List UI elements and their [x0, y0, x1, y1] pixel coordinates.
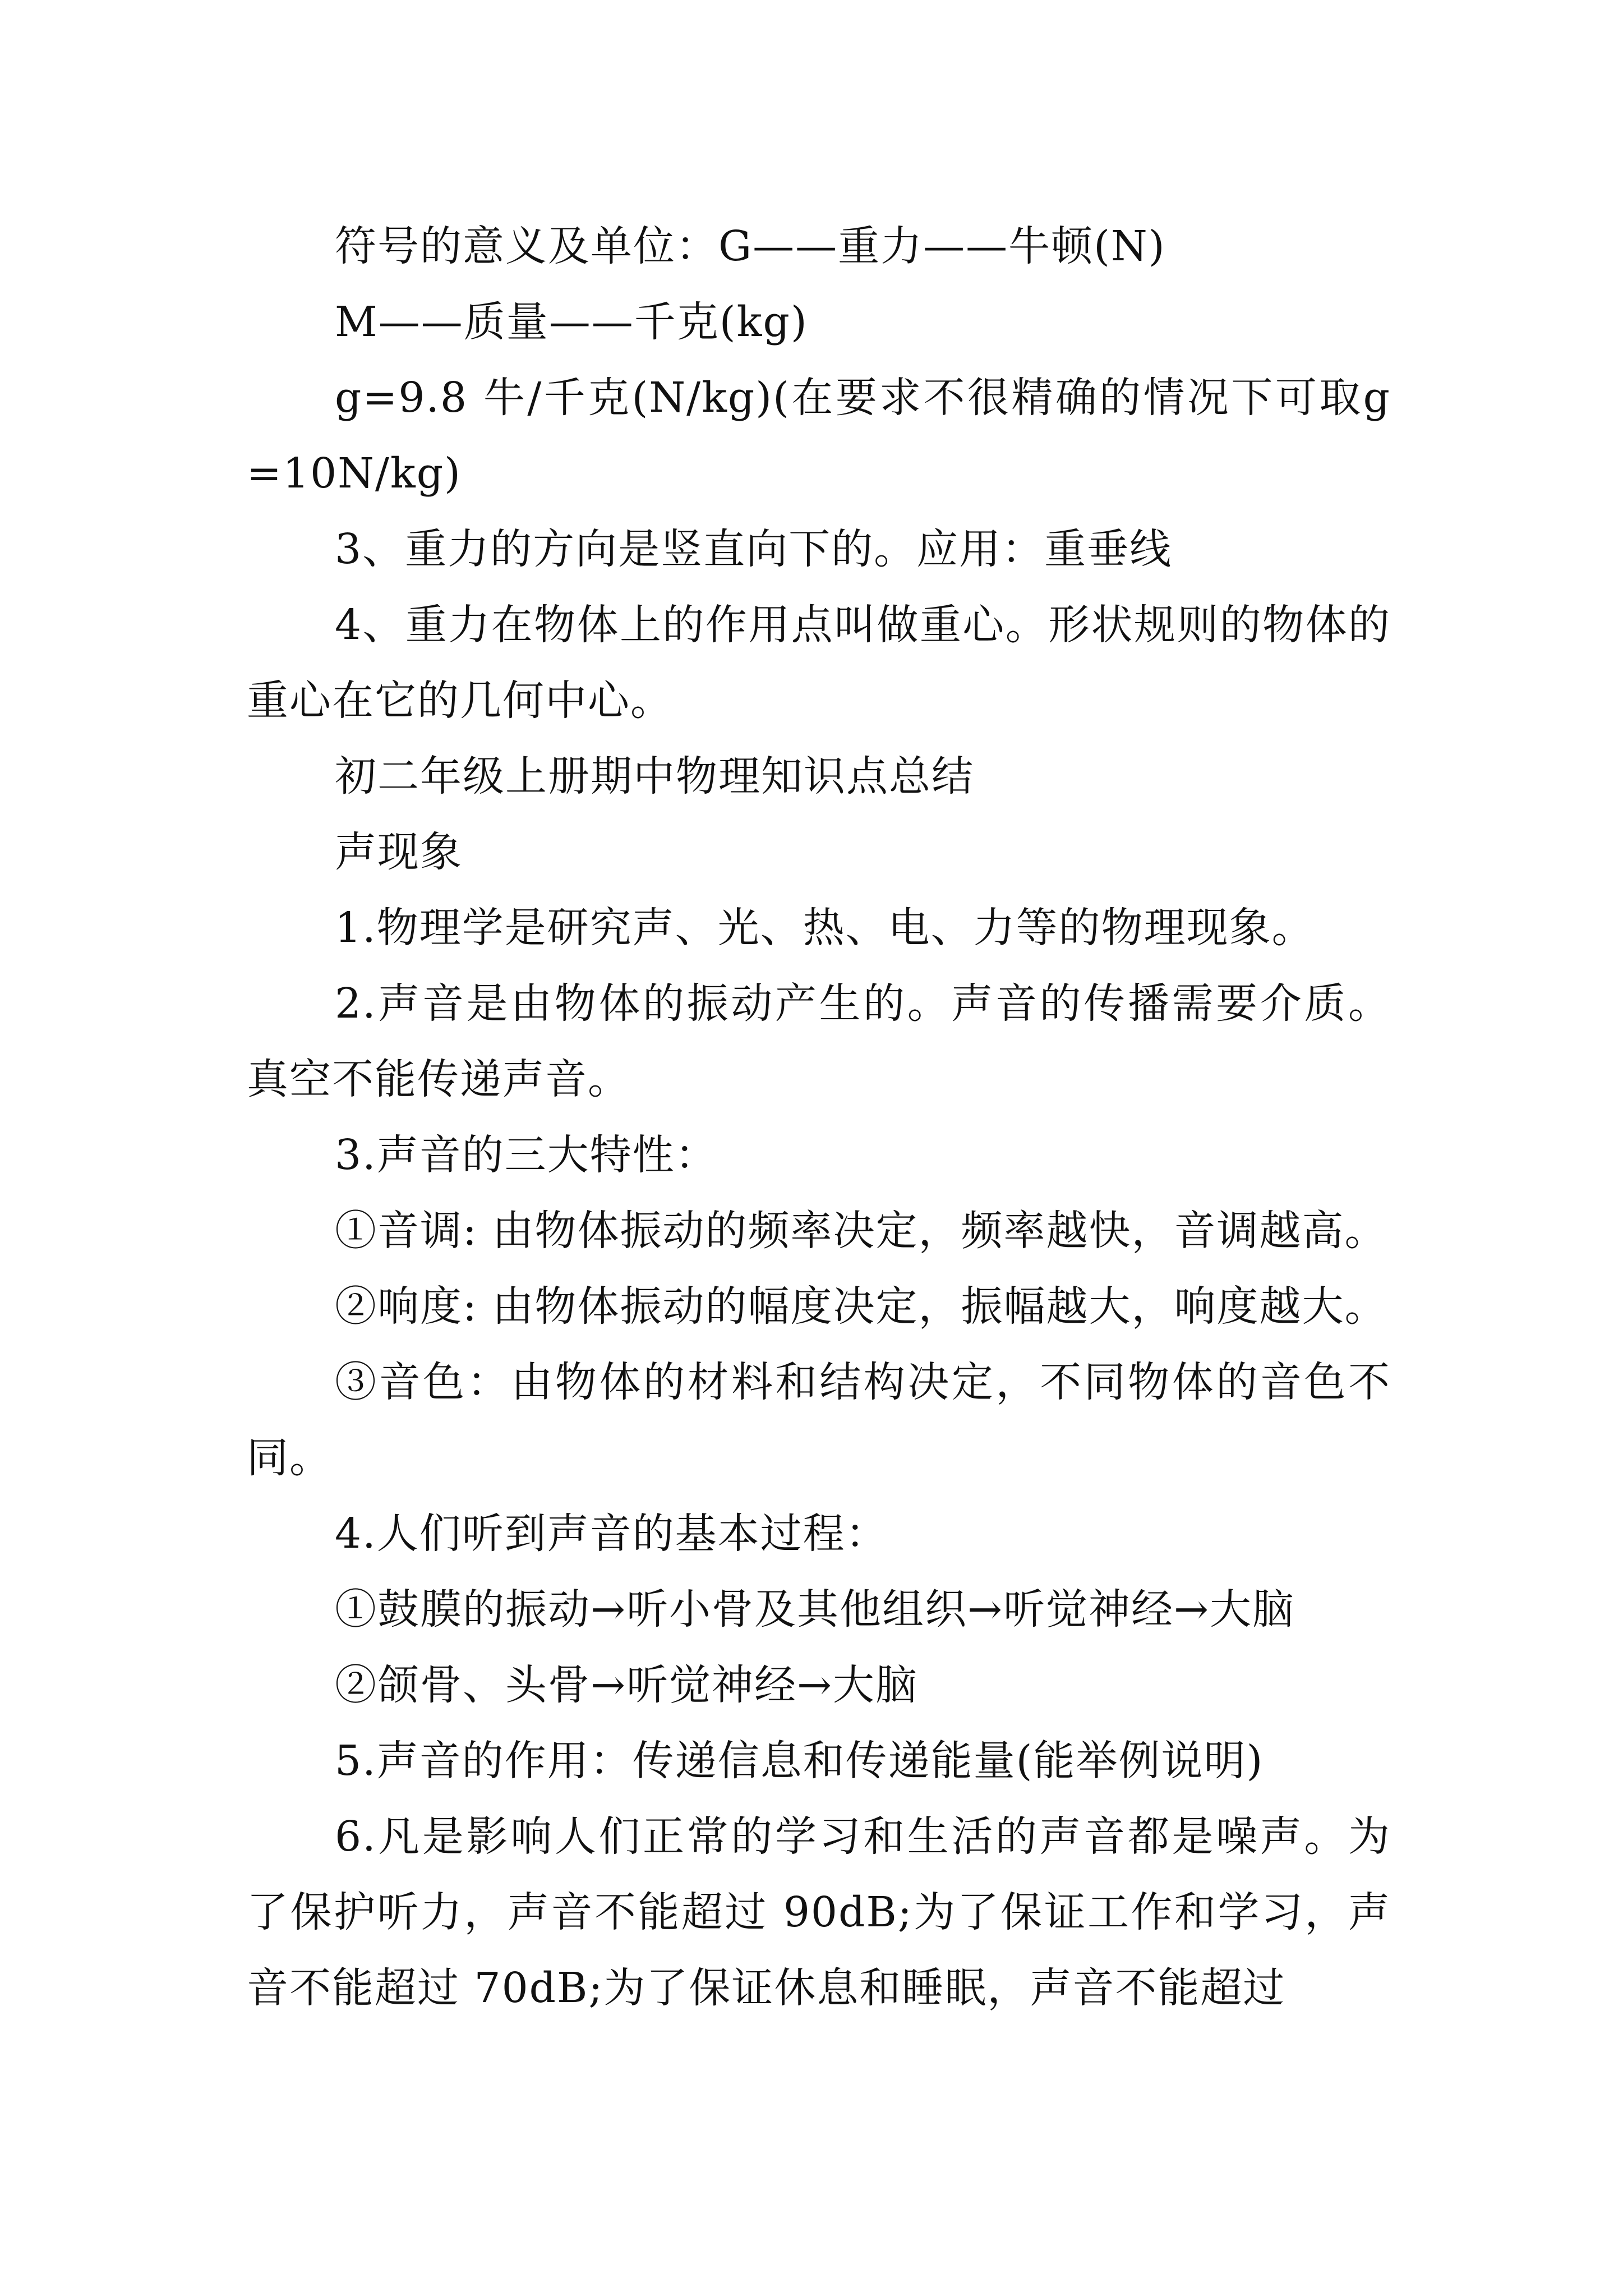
paragraph-mass-unit: M——质量——千克(kg) — [335, 298, 808, 346]
paragraph-item-4: 4.人们听到声音的基本过程： — [335, 1510, 888, 1558]
subsection-title-sound: 声现象 — [335, 828, 463, 876]
paragraph-item-6: 6.凡是影响人们正常的学习和生活的声音都是噪声。为了保护听力，声音不能超过 90dB;为了保证工作和学习，声音不能超过 70dB;为了保证休息和睡眠，声音不能超过 — [247, 1812, 1391, 2012]
document-body — [247, 209, 1391, 2026]
paragraph-gravity-direction: 3、重力的方向是竖直向下的。应用：重垂线 — [335, 525, 1173, 573]
paragraph-center-of-gravity: 4、重力在物体上的作用点叫做重心。形状规则的物体的重心在它的几何中心。 — [247, 601, 1391, 725]
paragraph-timbre: ③音色：由物体的材料和结构决定，不同物体的音色不同。 — [247, 1358, 1391, 1482]
paragraph-item-5: 5.声音的作用：传递信息和传递能量(能举例说明) — [335, 1737, 1264, 1785]
paragraph-item-3: 3.声音的三大特性： — [335, 1131, 718, 1179]
paragraph-item-2: 2.声音是由物体的振动产生的。声音的传播需要介质。真空不能传递声音。 — [247, 979, 1391, 1103]
paragraph-item-1: 1.物理学是研究声、光、热、电、力等的物理现象。 — [335, 904, 1315, 952]
paragraph-pitch: ①音调: 由物体振动的频率决定，频率越快，音调越高。 — [335, 1207, 1387, 1255]
paragraph-symbol-meaning: 符号的意义及单位：G——重力——牛顿(N) — [335, 222, 1166, 270]
section-title: 初二年级上册期中物理知识点总结 — [335, 752, 974, 800]
paragraph-hearing-path-2: ②颌骨、头骨→听觉神经→大脑 — [335, 1661, 919, 1709]
paragraph-hearing-path-1: ①鼓膜的振动→听小骨及其他组织→听觉神经→大脑 — [335, 1585, 1295, 1634]
paragraph-loudness: ②响度: 由物体振动的幅度决定，振幅越大，响度越大。 — [335, 1282, 1387, 1331]
paragraph-g-value: g=9.8 牛/千克(N/kg)(在要求不很精确的情况下可取g=10N/kg) — [247, 374, 1391, 498]
